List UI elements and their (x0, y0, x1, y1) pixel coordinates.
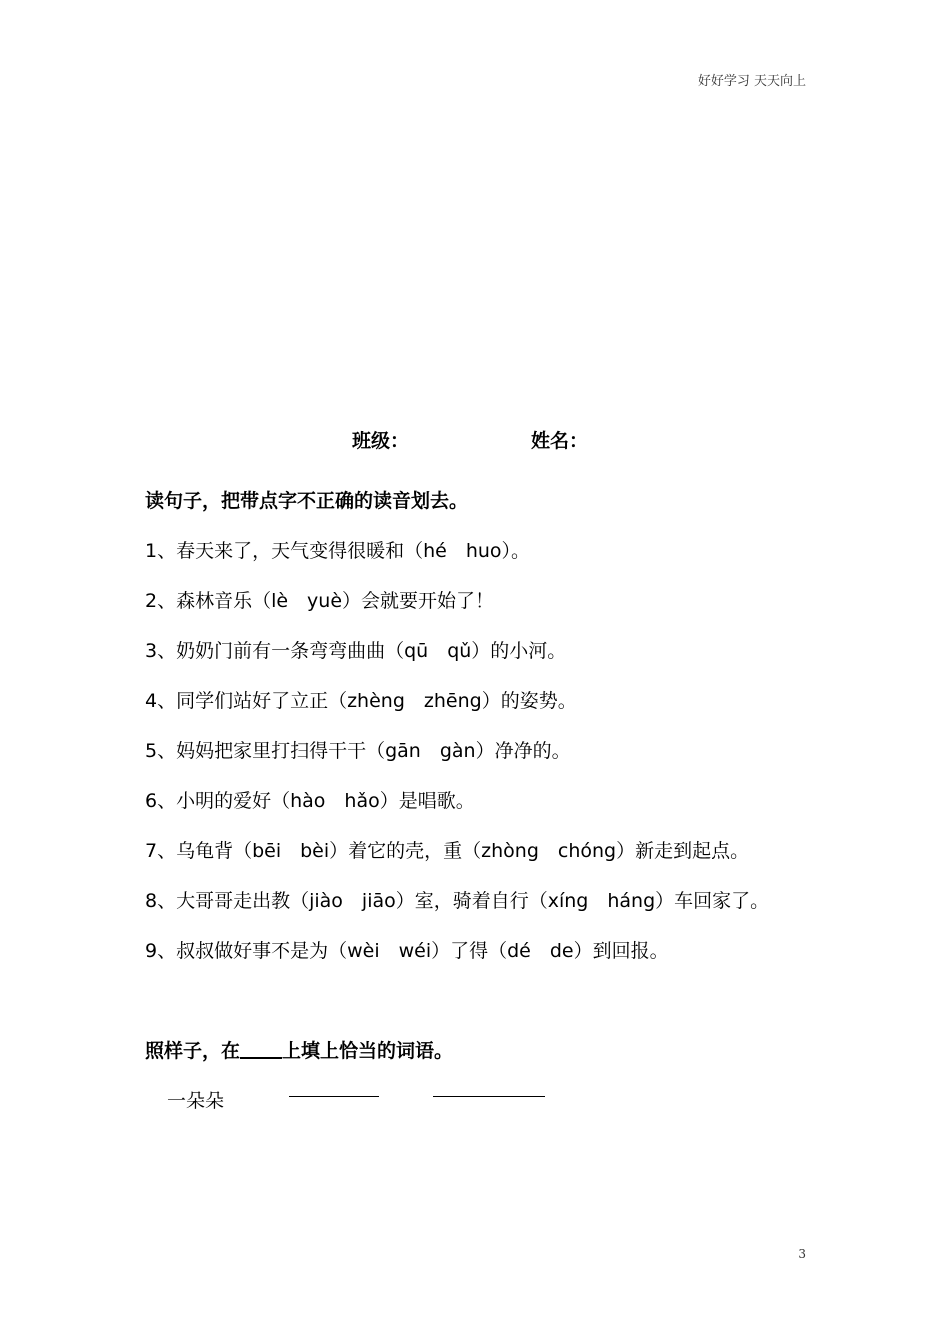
question-item: 8、大哥哥走出教（jiào jiāo）室，骑着自行（xíng háng）车回家了。 (145, 890, 770, 912)
question-item: 9、叔叔做好事不是为（wèi wéi）了得（dé de）到回报。 (145, 940, 669, 962)
answer-blank-1[interactable] (289, 1096, 379, 1097)
answer-blank-2[interactable] (433, 1096, 545, 1097)
instruction-part-before: 照样子，在 (145, 1040, 241, 1062)
question-item: 2、森林音乐（lè yuè）会就要开始了！ (145, 590, 495, 612)
section1-instruction: 读句子，把带点字不正确的读音划去。 (145, 490, 469, 512)
name-label: 姓名： (531, 430, 589, 452)
question-item: 1、春天来了，天气变得很暖和（hé huo）。 (145, 540, 531, 562)
question-item: 4、同学们站好了立正（zhèng zhēng）的姿势。 (145, 690, 577, 712)
worksheet-content (145, 476, 807, 1126)
instruction-part-after: 上填上恰当的词语。 (282, 1040, 454, 1062)
section2-instruction (145, 1026, 807, 1076)
class-label: 班级： (352, 430, 410, 452)
inline-blank-line (240, 1039, 282, 1059)
page-header-motto: 好好学习 天天向上 (697, 74, 806, 89)
question-item: 6、小明的爱好（hào hǎo）是唱歌。 (145, 790, 475, 812)
question-item: 5、妈妈把家里打扫得干干（gān gàn）净净的。 (145, 740, 571, 762)
page-number: 3 (798, 1247, 806, 1261)
spacer (145, 976, 807, 1026)
example-row (145, 1076, 807, 1126)
example-word: 一朵朵 (167, 1090, 225, 1112)
question-item: 7、乌龟背（bēi bèi）着它的壳，重（zhòng chóng）新走到起点。 (145, 840, 750, 862)
question-item: 3、奶奶门前有一条弯弯曲曲（qū qǔ）的小河。 (145, 640, 567, 662)
